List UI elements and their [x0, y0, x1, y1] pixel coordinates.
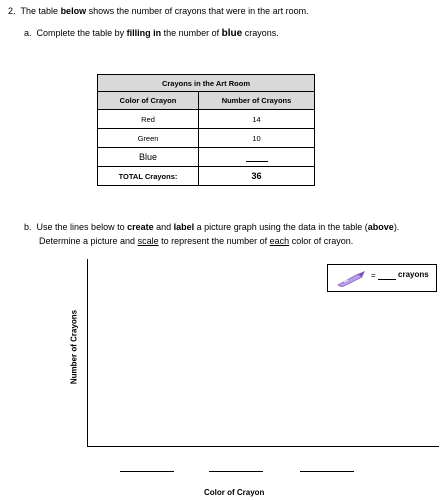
table-row: [98, 110, 315, 129]
table-cell-color: Red: [98, 110, 199, 129]
table-header-number: Number of Crayons: [199, 92, 315, 110]
crayon-icon: [334, 271, 368, 292]
category-label-line[interactable]: [120, 471, 174, 472]
table-header-color: Color of Crayon: [98, 92, 199, 110]
x-axis-label: Color of Crayon: [204, 488, 265, 497]
part-b-instruction-line2: [39, 236, 353, 246]
part-b-text: color of crayon.: [289, 236, 354, 246]
total-value: 36: [199, 167, 315, 186]
part-b-bold-label: label: [173, 222, 195, 232]
graph-y-axis: [87, 259, 88, 447]
part-b-underline-scale: scale: [137, 236, 159, 246]
crayons-table: [97, 74, 315, 186]
table-cell-color: Green: [98, 129, 199, 148]
key-equals: =: [371, 271, 376, 280]
part-b-text: Use the lines below to: [36, 222, 128, 232]
part-b-text: to represent the number of: [158, 236, 270, 246]
table-row: [98, 148, 315, 167]
category-label-line[interactable]: [209, 471, 263, 472]
table-cell-color: Blue: [98, 148, 199, 167]
picture-key-box: [327, 264, 437, 292]
category-label-line[interactable]: [300, 471, 354, 472]
answer-blank[interactable]: [246, 154, 268, 162]
intro-text-end: shows the number of crayons that were in the art room.: [86, 6, 309, 16]
table-cell-count: 14: [199, 110, 315, 129]
total-label: TOTAL Crayons:: [98, 167, 199, 186]
part-b-instruction-line1: [24, 222, 399, 232]
blue-count-blank[interactable]: [199, 148, 315, 167]
part-b-letter: b.: [24, 222, 32, 232]
question-intro: [8, 6, 309, 16]
part-b-bold-above: above: [367, 222, 394, 232]
key-scale-blank[interactable]: [378, 279, 396, 280]
part-a-text: Complete the table by: [36, 28, 127, 38]
part-a-instruction: [24, 28, 279, 39]
intro-bold: below: [60, 6, 87, 16]
part-a-bold-blue: blue: [221, 28, 243, 39]
part-b-text: ).: [393, 222, 400, 232]
part-b-text: and: [153, 222, 174, 232]
question-number: 2.: [8, 6, 16, 16]
table-row: [98, 129, 315, 148]
part-a-bold: filling in: [126, 28, 162, 38]
key-crayons-label: crayons: [398, 270, 429, 279]
part-a-letter: a.: [24, 28, 32, 38]
intro-text: The table: [20, 6, 61, 16]
part-b-text: Determine a picture and: [39, 236, 138, 246]
part-a-text-end: crayons.: [242, 28, 279, 38]
table-row-total: [98, 167, 315, 186]
part-b-bold-create: create: [127, 222, 154, 232]
part-b-underline-each: each: [269, 236, 290, 246]
table-title: Crayons in the Art Room: [98, 75, 315, 92]
part-a-text-mid: the number of: [161, 28, 222, 38]
y-axis-label: Number of Crayons: [69, 309, 79, 385]
part-b-text: a picture graph using the data in the table (: [194, 222, 368, 232]
graph-x-axis: [87, 446, 439, 447]
table-cell-count: 10: [199, 129, 315, 148]
